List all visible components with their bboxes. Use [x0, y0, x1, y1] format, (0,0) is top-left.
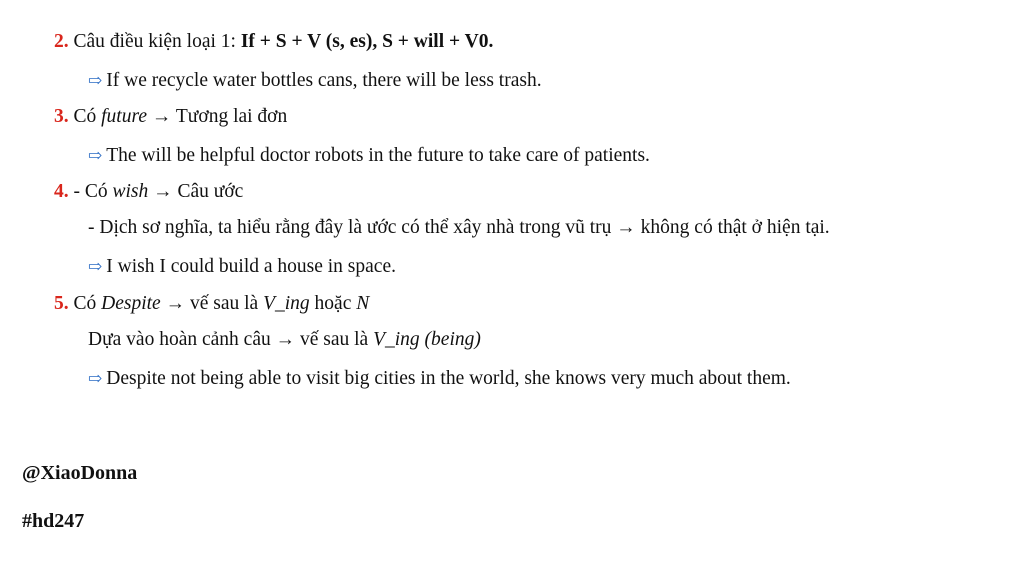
hashtag: #hd247	[22, 510, 85, 532]
heading-mid-2: hoặc	[309, 293, 357, 314]
item-number: 5.	[54, 293, 69, 314]
answer-text: If we recycle water bottles cans, there will be less trash.	[106, 70, 542, 91]
item-5-note	[88, 328, 481, 352]
answer-text: Despite not being able to visit big cities in the world, she knows very much about them.	[106, 368, 791, 389]
heading-keyword-3: N	[356, 293, 370, 314]
note-keyword: V_ing (being)	[373, 329, 481, 350]
item-4-note	[88, 216, 830, 240]
item-5-heading	[54, 292, 369, 316]
item-2-heading	[54, 30, 493, 54]
answer-text: I wish I could build a house in space.	[106, 256, 396, 277]
item-number: 4.	[54, 181, 69, 202]
heading-pre: Có	[73, 293, 102, 314]
heading-mid: → vế sau là	[160, 293, 264, 314]
heading-post: → Tương lai đơn	[147, 106, 288, 127]
arrow-right-icon: ⇨	[88, 369, 103, 388]
item-5-answer	[88, 367, 791, 391]
item-4-answer	[88, 255, 396, 279]
heading-pre: - Có	[73, 181, 113, 202]
heading-keyword-2: V_ing	[263, 293, 310, 314]
item-4-heading	[54, 180, 243, 204]
heading-post: → Câu ước	[148, 181, 244, 202]
item-3-heading	[54, 105, 287, 129]
formula-text: If + S + V (s, es), S + will + V0.	[240, 31, 494, 52]
item-3-answer	[88, 144, 650, 168]
item-2-answer	[88, 69, 542, 93]
heading-keyword: Despite	[101, 293, 161, 314]
arrow-right-icon: ⇨	[88, 146, 103, 165]
answer-text: The will be helpful doctor robots in the future to take care of patients.	[106, 145, 650, 166]
note-text: - Dịch sơ nghĩa, ta hiểu rằng đây là ước có thể xây nhà trong vũ trụ → không có thật ở hiện tại.	[88, 217, 830, 238]
item-number: 2.	[54, 31, 69, 52]
note-pre: Dựa vào hoàn cảnh câu → vế sau là	[88, 329, 374, 350]
heading-text: Câu điều kiện loại 1:	[73, 31, 241, 52]
item-number: 3.	[54, 106, 69, 127]
heading-pre: Có	[73, 106, 102, 127]
author-handle: @XiaoDonna	[22, 462, 138, 484]
arrow-right-icon: ⇨	[88, 257, 103, 276]
heading-keyword: wish	[112, 181, 149, 202]
heading-keyword: future	[101, 106, 147, 127]
arrow-right-icon: ⇨	[88, 71, 103, 90]
